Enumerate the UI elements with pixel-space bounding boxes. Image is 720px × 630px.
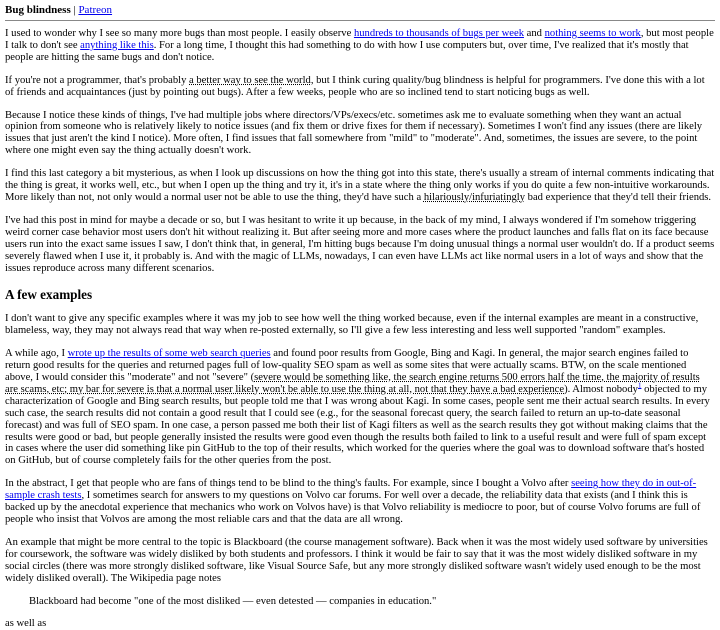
footnote-link[interactable]: 1 bbox=[637, 381, 642, 390]
text: and bbox=[524, 28, 545, 39]
paragraph-mysterious bbox=[5, 168, 715, 204]
tooltip-term[interactable]: severe would be something like, the search engine returns 500 errors half the time, the majority of results are scams, etc; my bar for severe is that a normal user likely won't be able to use the thing at all, not that they have a bad experience bbox=[5, 372, 700, 395]
section-heading: A few examples bbox=[5, 287, 93, 303]
nothing-works-link[interactable]: nothing seems to work bbox=[544, 28, 641, 39]
intro-paragraph bbox=[5, 28, 715, 64]
text: and found poor results from Google, Bing and Kagi. In general, the major search engines failed to return good results for the queries and returned pages full of low-quality SEO spam as well as some sites that were actually scams. BTW, on the scale mentioned above, I would consider this "moderate" and not "severe" ( bbox=[5, 348, 689, 384]
crash-tests-link[interactable]: seeing how they do in out-of-sample crash tests bbox=[5, 478, 697, 502]
text: . For a long time, I thought this had something to do with how I use computers but, over time, I've realized that it's mostly that people are hitting the same bugs and don't notice. bbox=[5, 39, 689, 63]
wikipedia-quote: Blackboard had become "one of the most disliked — even detested — companies in education." bbox=[29, 595, 437, 607]
text: ). Almost nobody bbox=[564, 383, 638, 395]
paragraph-examples-intro: I don't want to give any specific examples where it was my job to see how well the thing worked because, even if the internal examples are meant in a constructive, blameless, way, they may not always read that way when re-posted externally, so I'll give a few less interesting and less well supported "random" examples. bbox=[5, 313, 699, 337]
tooltip-term[interactable]: a better way to see the world bbox=[189, 74, 311, 86]
paragraph-programmers bbox=[5, 75, 715, 99]
bugs-per-week-link[interactable]: hundreds to thousands of bugs per week bbox=[353, 28, 524, 39]
paragraph-llms: I've had this post in mind for maybe a decade or so, but I was hesitant to write it up because, in the back of my mind, I always wondered if I'm somehow triggering weird corner case behavior most users don't hit without realizing it. But after seeing more and more cases where the product launches and falls flat on its face because users run into the exact same issues I saw, I don't think that, in general, I'm hitting bugs because I'm doing unusual things a normal user wouldn't do. If a product seems severely flawed when I use it, it probably is. And with the magic of LLMs, nowadays, I can even have LLMs act like normal users in a lot of ways and show that the issues reproduce across many different scenarios. bbox=[5, 214, 715, 274]
paragraph-evaluations: Because I notice these kinds of things, I've had multiple jobs where directors/VPs/execs/etc. sometimes ask me to evaluate something when they want an actual opinion from someone who is relatively likely to notice issues (and fix them or drive fixes for them if necessary). Sometimes I won't find any issues (there are likely issues that just aren't the kind I notice). More often, I find issues that fall somewhere from "mild" to "moderate". And, sometimes, the issues are severe, to the point where one might even say the thing actually doesn't work. bbox=[5, 109, 703, 157]
header-divider bbox=[5, 20, 715, 21]
paragraph-volvo bbox=[5, 478, 715, 526]
tooltip-term[interactable]: hilariously/infuriatingly bbox=[423, 191, 526, 203]
paragraph-search-engines bbox=[5, 348, 715, 467]
site-header bbox=[5, 4, 715, 20]
text: A while ago, I bbox=[5, 348, 68, 360]
web-search-link[interactable]: wrote up the results of some web search queries bbox=[67, 348, 271, 360]
text: , I sometimes search for answers to my questions on Volvo car forums. For well over a decade, the reliability data that exists (and I think this is backed up by the anecdotal experience that mechanics who work on Volvos have) is that Volvo reliability is mediocre to poor, but of course Volvo forums are full of people who insist that Volvos are among the most reliable cars and that the data are all wrong. bbox=[5, 490, 701, 525]
text: If you're not a programmer, that's probably bbox=[5, 74, 190, 86]
text: , but I think curing quality/bug blindness is helpful for programmers. I've done this with a lot of friends and acquaintances (just by pointing out bugs). After a few weeks, people who are so inclined tend to start noticing bugs as well. bbox=[5, 74, 705, 98]
paragraph-blackboard: An example that might be more central to the topic is Blackboard (the course management software). Back when it was the most widely used software by universities for coursework, the software was widely disliked by both students and professors. I think it would be fair to say that it was the most widely disliked software in my social circles (there was more strongly disliked software, like Visual Source Safe, but any more strongly disliked software wasn't widely used enough to be the most widely disliked overall). The Wikipedia page notes bbox=[5, 536, 708, 584]
text: In the abstract, I get that people who are fans of things tend to be blind to the thing's faults. For example, since I bought a Volvo after bbox=[5, 478, 572, 490]
text: bad experience that they'd tell their friends. bbox=[525, 191, 712, 203]
anything-like-this-link[interactable]: anything like this bbox=[80, 39, 154, 51]
text: I used to wonder why I see so many more bugs than most people. I easily observe bbox=[5, 28, 354, 39]
paragraph-as-well-as: as well as bbox=[5, 618, 47, 630]
header-separator: | bbox=[73, 4, 76, 16]
text: objected to my characterization of Google and Bing search results, but people told me that I was wrong about Kagi. In some cases, people sent me their actual search results. In every such case, the search results did not contain a good result that I could see (e.g., for the seasonal forecast query, the search failed to return an up-to-date seasonal forecast) and was full of SEO spam. In one case, a person passed me both their list of Kagi filters as well as the search results they got without making claims that the results were good or bad, but people generally insisted the results were good even though the results both failed to link to a useful result and were full of spam except in cases where the user did something like pin GitHub to the top of their results, which worked for the queries where the goal was to download software that's hosted on GitHub, but of course completely fails for the other queries from the post. bbox=[5, 383, 710, 467]
text: , but most people I talk to don't see bbox=[5, 28, 714, 51]
patreon-link[interactable]: Patreon bbox=[78, 4, 113, 16]
text: I find this last category a bit mysterious, as when I look up discussions on how the thing got into this state, there's usually a stream of internal comments indicating that the thing is great, it works well, etc., but when I open up the thing and try it, it's in a state where the thing only works if you do quite a few non-intuitive workarounds. More likely than not, not only would a normal user not be able to use the thing, they'd have such a bbox=[5, 168, 715, 203]
site-title[interactable]: Bug blindness bbox=[5, 4, 71, 16]
